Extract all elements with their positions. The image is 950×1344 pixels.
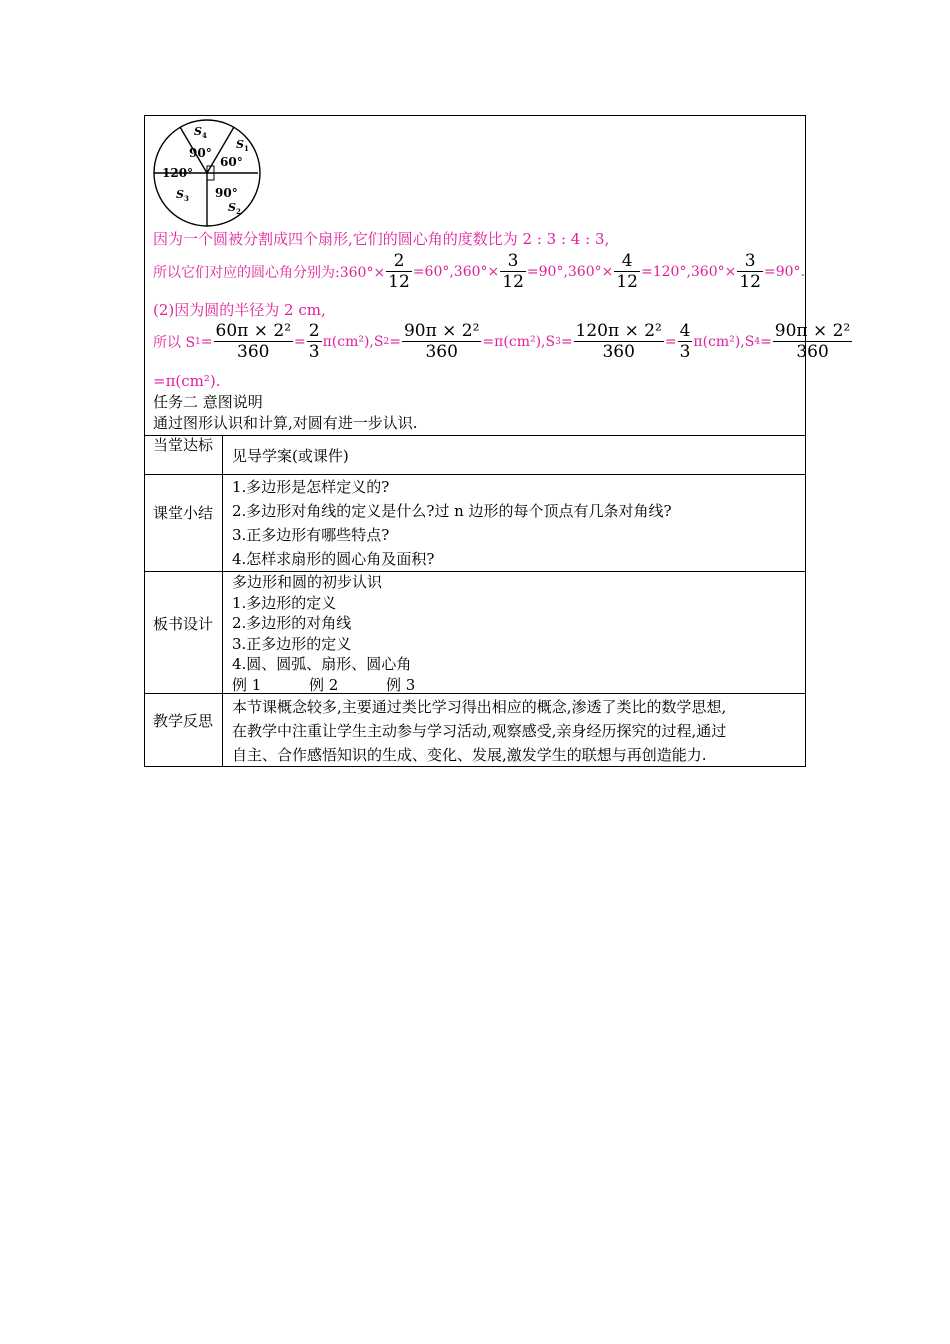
- equals: =: [294, 333, 306, 350]
- angles-text: =60°,360°×: [412, 263, 500, 280]
- solution-line-radius: (2)因为圆的半径为 2 cm,: [153, 301, 326, 319]
- paragraph-line: 本节课概念较多,主要通过类比学习得出相应的概念,渗透了类比的数学思想,: [232, 698, 727, 716]
- areas-text: π(cm²),S: [693, 333, 755, 350]
- list-item: 3.正多边形的定义: [232, 634, 352, 653]
- solution-line-ratio: 因为一个圆被分割成四个扇形,它们的圆心角的度数比为 2 : 3 : 4 : 3,: [153, 230, 610, 248]
- list-item: 4.怎样求扇形的圆心角及面积?: [232, 550, 435, 568]
- column-divider: [222, 435, 223, 767]
- subscript: 4: [754, 336, 761, 347]
- fraction: $\frac{3}{12}$: [502, 251, 524, 292]
- sector-s3-label: S: [176, 188, 184, 201]
- row-content-practice: 见导学案(或课件): [232, 447, 349, 465]
- subscript: 2: [383, 336, 390, 347]
- fraction: $\frac{\text{90π × 2²}}{360}$: [403, 321, 480, 362]
- solution-line-angles: [153, 251, 805, 292]
- sector-s1-angle: 60°: [220, 155, 243, 169]
- areas-text: π(cm²),S: [322, 333, 384, 350]
- areas-prefix: 所以 S: [153, 334, 196, 351]
- subscript: 3: [555, 336, 561, 347]
- solution-line-areas: 所以 S 1 = $\frac{\text{60π × 2²}}{360}$ = $\frac{2}{3}$ π(cm²),S 2 = $\frac{\text{90π × 2²}}{360}$ =π(cm²),S 3 = $\frac{\text{120π × 2²}}{360}$ = $\frac{4}{3}$ π(cm²),S 4 = $\frac{\text{90π × 2²}}{360}$: [153, 321, 851, 362]
- paragraph-line: 在教学中注重让学生主动参与学习活动,观察感受,亲身经历探究的过程,通过: [232, 722, 727, 740]
- sector-s1-label: S: [236, 138, 244, 151]
- list-item: 2.多边形的对角线: [232, 614, 352, 632]
- list-item: 1.多边形的定义: [232, 593, 337, 612]
- fraction: $\frac{\text{90π × 2²}}{360}$: [774, 321, 851, 362]
- list-item: 2.多边形对角线的定义是什么?过 n 边形的每个顶点有几条对角线?: [232, 502, 672, 520]
- circle-sector-figure: [150, 118, 264, 230]
- list-item: 1.多边形是怎样定义的?: [232, 478, 390, 496]
- reflection-text: [232, 695, 726, 767]
- angles-text: =120°,360°×: [641, 263, 737, 280]
- task-title: 任务二 意图说明: [153, 393, 263, 411]
- task-text: 通过图形认识和计算,对圆有进一步认识.: [153, 414, 418, 432]
- subscript: 1: [195, 336, 201, 347]
- row-label-summary: 课堂小结: [152, 504, 213, 522]
- svg-text:4: 4: [202, 131, 207, 140]
- row-label-reflection: 教学反思: [152, 712, 213, 730]
- paragraph-line: 自主、合作感悟知识的生成、变化、发展,激发学生的联想与再创造能力.: [232, 746, 707, 764]
- sector-s2-label: S: [228, 201, 236, 214]
- fraction: $\frac{3}{12}$: [739, 251, 761, 292]
- list-item: 例 1 例 2 例 3: [232, 675, 416, 694]
- angles-text: =90°,360°×: [526, 263, 614, 280]
- sector-s4-angle: 90°: [189, 146, 212, 160]
- summary-list: [232, 477, 672, 573]
- fraction: $\frac{4}{12}$: [616, 251, 638, 292]
- areas-text: =π(cm²),S: [482, 333, 556, 350]
- row-label-practice: 当堂达标: [152, 436, 213, 454]
- row-divider: [144, 474, 806, 475]
- svg-text:3: 3: [184, 194, 189, 203]
- sector-s3-angle: 120°: [162, 166, 194, 180]
- list-item: 4.圆、圆弧、扇形、圆心角: [232, 655, 412, 673]
- fraction: $\frac{\text{60π × 2²}}{360}$: [215, 321, 292, 362]
- row-divider: [144, 435, 806, 436]
- fraction: $\frac{2}{3}$: [308, 321, 320, 362]
- fraction: $\frac{2}{12}$: [388, 251, 410, 292]
- svg-text:2: 2: [236, 207, 241, 216]
- list-item: 3.正多边形有哪些特点?: [232, 526, 390, 544]
- sector-s2-angle: 90°: [215, 186, 238, 200]
- angles-prefix: 所以它们对应的圆心角分别为:360°×: [153, 264, 386, 281]
- fraction: $\frac{\text{120π × 2²}}{360}$: [575, 321, 662, 362]
- angles-text: =90°.: [764, 263, 805, 280]
- fraction: $\frac{4}{3}$: [679, 321, 691, 362]
- solution-line-result: =π(cm²).: [153, 372, 221, 390]
- list-item: 多边形和圆的初步认识: [232, 573, 383, 591]
- svg-text:1: 1: [244, 144, 249, 153]
- sector-s4-label: S: [194, 125, 202, 138]
- row-label-board: 板书设计: [152, 615, 213, 633]
- board-list: [232, 572, 415, 695]
